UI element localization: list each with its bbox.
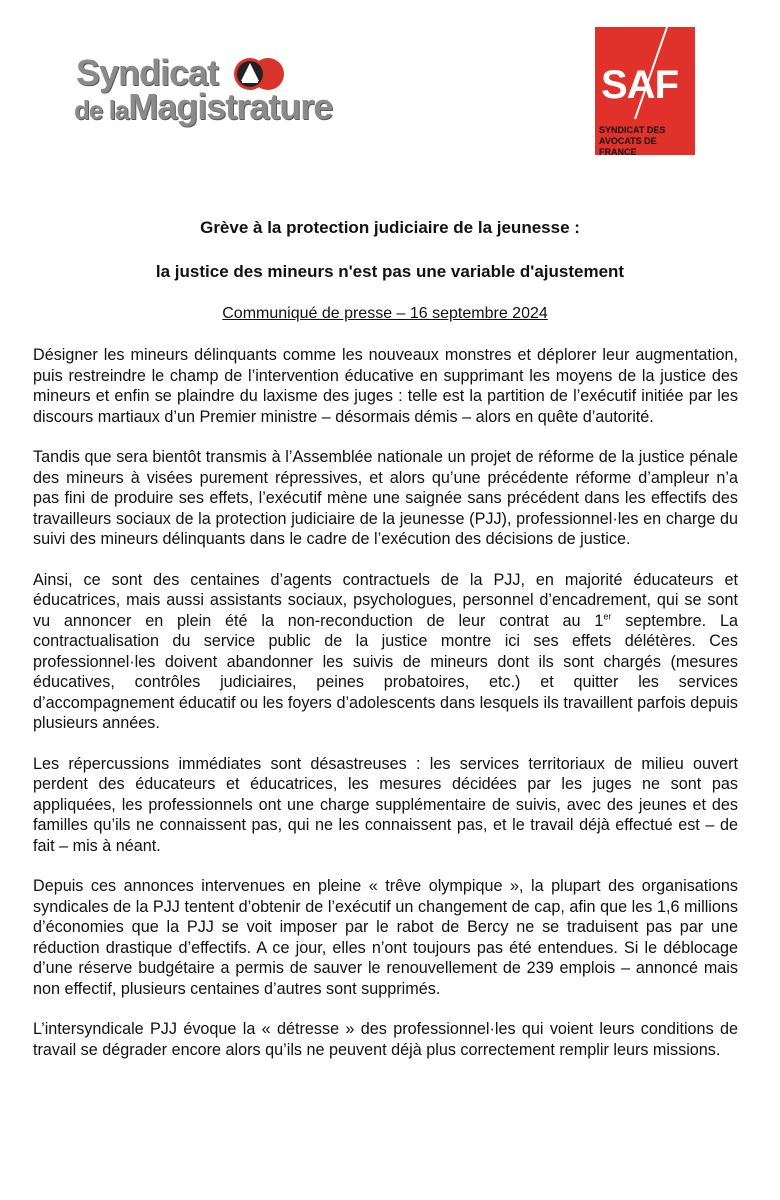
paragraph-6: L’intersyndicale PJJ évoque la « détresse » des professionnel·les qui voient leurs conditions de travail se dégrader encore alors qu’ils ne peuvent déjà plus correctement remplir leurs missions. xyxy=(33,1020,738,1059)
title-line2: la justice des mineurs n'est pas une variable d'ajustement xyxy=(155,262,625,281)
saf-subtitle-line1: SYNDICAT DES xyxy=(599,125,666,135)
saf-subtitle xyxy=(599,125,695,155)
press-release-date: Communiqué de presse – 16 septembre 2024 xyxy=(222,305,548,322)
paragraph-1: Désigner les mineurs délinquants comme les nouveaux monstres et déplorer leur augmentation, puis restreindre le champ de l’intervention éducative en supprimant les moyens de la justice des mineurs et enfin se plaindre du laxisme des juges : telle est la partition de l’exécutif initiée par les discours martiaux d’un Premier ministre – désormais démis – alors en quête d’autorité. xyxy=(33,346,738,426)
title-line1: Grève à la protection judiciaire de la jeunesse : xyxy=(200,218,580,237)
syndicat-magistrature-logo xyxy=(74,52,334,132)
logo-left-line2-big: Magistrature xyxy=(128,86,333,127)
paragraph-3-superscript: er xyxy=(603,611,612,622)
paragraph-4: Les répercussions immédiates sont désastreuses : les services territoriaux de milieu ouvert perdent des éducateurs et éducatrices, les mesures décidées par les juges ne sont pas appliquées, les professionnels ont une charge supplémentaire de suivis, avec des jeunes et des familles qu’ils ne connaissent pas, qui ne les connaissent pas, et le travail déjà effectué est – de fait – mis à néant. xyxy=(33,754,738,855)
paragraph-3-part2: septembre. La contractualisation du service public de la justice montre ici ses effets délétères. Ces professionnel·les doivent abandonner les suivis de mineurs dont ils sont chargés (mesures éducatives, contrôles judiciaires, peines probatoires, etc.) et quitter les services d’accompagnement éducatif ou les foyers d’adolescents dans lesquels ils travaillent parfois depuis plusieurs années. xyxy=(33,611,738,732)
saf-logo xyxy=(595,27,695,155)
paragraph-2: Tandis que sera bientôt transmis à l’Assemblée nationale un projet de réforme de la justice pénale des mineurs à visées purement répressives, et alors qu’une précédente réforme d’ampleur n’a pas fini de produire ses effets, l’exécutif mène une saignée sans précédent dans les effectifs des travailleurs sociaux de la protection judiciaire de la jeunesse (PJJ), professionnel·les en charge du suivi des mineurs délinquants dans le cadre de l’exécution des décisions de justice. xyxy=(33,448,738,548)
paragraph-3-part1: Ainsi, ce sont des centaines d’agents contractuels de la PJJ, en majorité éducateurs et éducatrices, mais aussi assistants sociaux, psychologues, personnel d’encadrement, qui se sont vu annoncer en plein été la non-reconduction de leur contrat au 1 xyxy=(33,570,738,630)
paragraph-3 xyxy=(33,570,738,734)
logo-left-line2-small: de la xyxy=(74,95,129,125)
saf-letters: SAF xyxy=(601,63,678,107)
logo-left-line1: Syndicat xyxy=(76,52,219,93)
body-text xyxy=(33,345,738,1080)
logo-left-line2 xyxy=(74,86,332,128)
paragraph-5: Depuis ces annonces intervenues en pleine « trêve olympique », la plupart des organisations syndicales de la PJJ tentent d’obtenir de l’exécutif un changement de cap, afin que les 1,6 millions d’économies que la PJJ se voit imposer par le rabot de Bercy ne se traduisent pas par une réduction drastique d’effectifs. A ce jour, elles n’ont toujours pas été entendues. Si le déblocage d’une réserve budgétaire a permis de sauver le renouvellement de 239 emplois – annoncé mais non effectif, plusieurs centaines d’autres sont supprimés. xyxy=(33,877,738,998)
saf-subtitle-line2: AVOCATS DE FRANCE xyxy=(599,136,657,155)
